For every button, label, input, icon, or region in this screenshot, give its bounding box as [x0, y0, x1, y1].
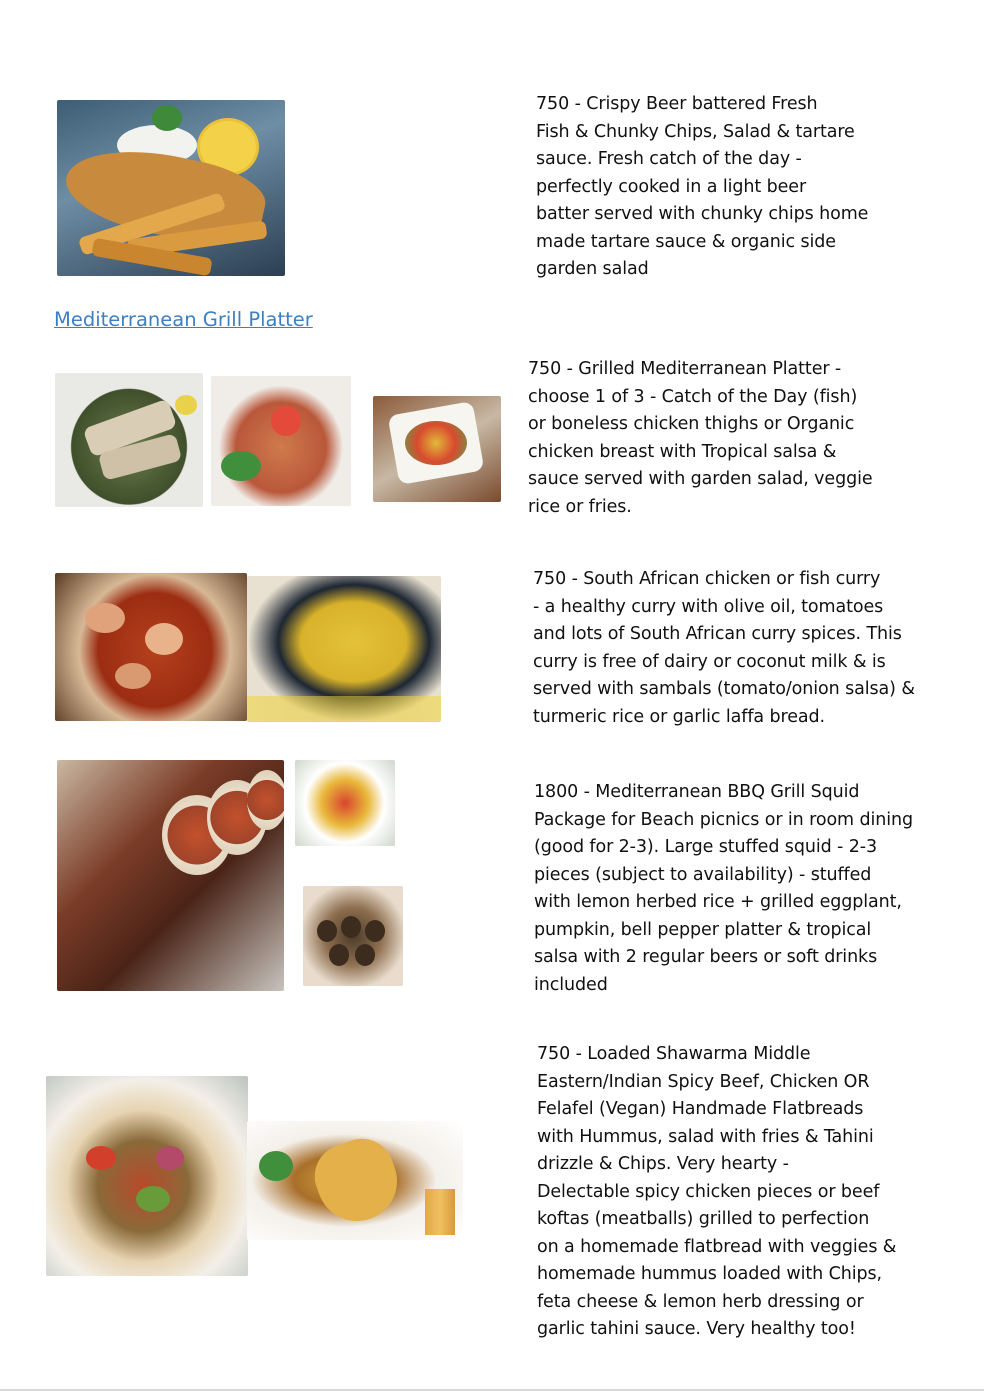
description-line: pumpkin, bell pepper platter & tropical	[534, 919, 872, 940]
description-line: curry is free of dairy or coconut milk & is	[533, 651, 886, 672]
description-line: made tartare sauce & organic side	[536, 231, 836, 252]
description-line: pieces (subject to availability) - stuffed	[534, 864, 872, 885]
curry-pot-photo	[55, 573, 247, 721]
shawarma-flatbread-photo	[46, 1076, 248, 1276]
description-line: chicken breast with Tropical salsa &	[528, 441, 837, 462]
description-line: 750 - South African chicken or fish curry	[533, 569, 881, 589]
description-line: with lemon herbed rice + grilled eggplant,	[534, 892, 902, 912]
description-line: Eastern/Indian Spicy Beef, Chicken OR	[537, 1071, 870, 1092]
description-line: 750 - Crispy Beer battered Fresh	[536, 94, 818, 114]
description-line: sauce. Fresh catch of the day -	[536, 149, 802, 169]
shawarma-wrap-photo	[247, 1121, 463, 1240]
description-line: - a healthy curry with olive oil, tomatoes	[533, 596, 884, 617]
description-line: drizzle & Chips. Very hearty -	[537, 1154, 789, 1174]
menu-item-grill-platter	[528, 356, 873, 521]
description-line: 750 - Loaded Shawarma Middle	[537, 1044, 811, 1064]
description-line: choose 1 of 3 - Catch of the Day (fish)	[528, 386, 858, 407]
description-line: (good for 2-3). Large stuffed squid - 2-3	[534, 837, 878, 857]
fish-and-chips-photo	[57, 100, 285, 276]
menu-item-loaded-shawarma	[537, 1041, 896, 1344]
description-line: Fish & Chunky Chips, Salad & tartare	[536, 121, 855, 142]
description-line: served with sambals (tomato/onion salsa) &	[533, 679, 915, 699]
stuffed-squid-photo	[57, 760, 284, 991]
grilled-fish-salad-photo	[55, 373, 203, 507]
tropical-salsa-photo	[295, 760, 395, 846]
description-line: 1800 - Mediterranean BBQ Grill Squid	[534, 782, 860, 802]
grilled-vegetable-platter-photo	[303, 886, 403, 986]
menu-item-bbq-squid-package	[534, 779, 913, 999]
description-line: feta cheese & lemon herb dressing or	[537, 1291, 864, 1312]
description-line: or boneless chicken thighs or Organic	[528, 414, 855, 434]
description-line: perfectly cooked in a light beer	[536, 176, 807, 197]
description-line: Delectable spicy chicken pieces or beef	[537, 1181, 880, 1202]
turmeric-rice-photo	[247, 576, 441, 722]
description-line: batter served with chunky chips home	[536, 204, 869, 224]
description-line: 750 - Grilled Mediterranean Platter -	[528, 359, 842, 379]
description-line: turmeric rice or garlic laffa bread.	[533, 706, 825, 727]
description-line: and lots of South African curry spices. This	[533, 624, 902, 644]
grilled-chicken-salad-photo	[211, 376, 351, 506]
page-bottom-divider	[0, 1389, 984, 1391]
tropical-salsa-bowl-photo	[373, 396, 501, 502]
menu-item-south-african-curry	[533, 566, 915, 731]
description-line: sauce served with garden salad, veggie	[528, 469, 873, 489]
description-line: Package for Beach picnics or in room dining	[534, 809, 913, 830]
description-line: garden salad	[536, 259, 649, 279]
section-heading-link[interactable]: Mediterranean Grill Platter	[54, 308, 313, 331]
description-line: included	[534, 974, 608, 995]
description-line: rice or fries.	[528, 496, 632, 517]
description-line: koftas (meatballs) grilled to perfection	[537, 1209, 870, 1229]
description-line: garlic tahini sauce. Very healthy too!	[537, 1319, 856, 1339]
menu-item-fish-and-chips	[536, 91, 868, 284]
description-line: with Hummus, salad with fries & Tahini	[537, 1126, 874, 1147]
description-line: homemade hummus loaded with Chips,	[537, 1264, 882, 1284]
description-line: on a homemade flatbread with veggies &	[537, 1236, 897, 1257]
description-line: Felafel (Vegan) Handmade Flatbreads	[537, 1099, 864, 1119]
description-line: salsa with 2 regular beers or soft drinks	[534, 947, 878, 967]
